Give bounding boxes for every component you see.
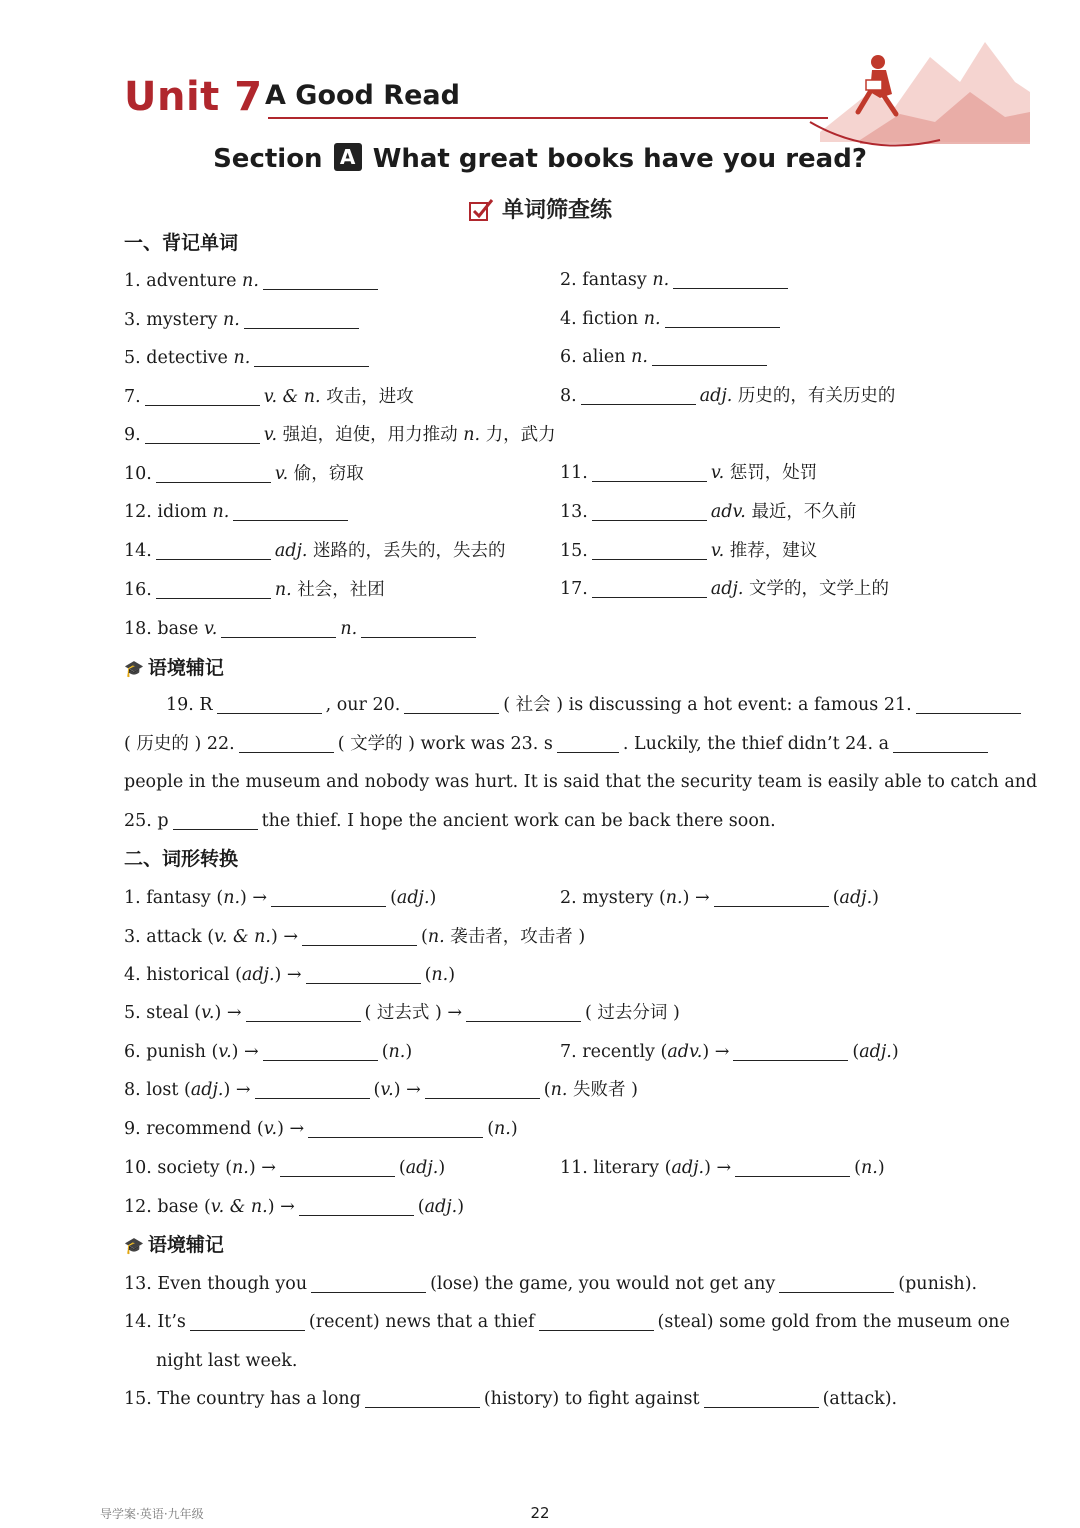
context-heading-2: 🎓 语境辅记 [124, 1234, 224, 1256]
answer-blank[interactable] [673, 269, 788, 289]
graduation-cap-icon: 🎓 [124, 1236, 144, 1255]
answer-blank[interactable] [916, 694, 1021, 714]
answer-blank[interactable] [306, 964, 421, 984]
section-question: What great books have you read? [372, 144, 867, 174]
answer-blank[interactable] [254, 347, 369, 367]
arrow-icon: → [283, 927, 298, 947]
arrow-icon: → [286, 965, 302, 985]
answer-blank[interactable] [779, 1273, 894, 1293]
answer-blank[interactable] [733, 1041, 848, 1061]
p2-item-6: 6. punish (v.) → (n.) [124, 1042, 413, 1062]
answer-blank[interactable] [299, 1196, 414, 1216]
answer-blank[interactable] [592, 501, 707, 521]
p2-item-10: 10. society (n.) → (adj.) [124, 1158, 446, 1178]
answer-blank[interactable] [190, 1311, 305, 1331]
context-line-4: 25. p the thief. I hope the ancient work can be back there soon. [124, 811, 776, 831]
answer-blank[interactable] [404, 694, 499, 714]
p2-item-12: 12. base (v. & n.) → (adj.) [124, 1197, 465, 1217]
answer-blank[interactable] [714, 887, 829, 907]
arrow-icon: → [447, 1003, 463, 1023]
answer-blank[interactable] [365, 1388, 480, 1408]
answer-blank[interactable] [244, 309, 359, 329]
answer-blank[interactable] [539, 1311, 654, 1331]
unit-subtitle: A Good Read [265, 80, 460, 111]
answer-blank[interactable] [221, 618, 336, 638]
answer-blank[interactable] [156, 463, 271, 483]
p1-item-7: 7. v. & n. 攻击，进攻 [124, 387, 414, 407]
section-prefix: Section [213, 144, 323, 174]
answer-blank[interactable] [173, 810, 258, 830]
arrow-icon: → [226, 1003, 242, 1023]
answer-blank[interactable] [233, 501, 348, 521]
answer-blank[interactable] [263, 270, 378, 290]
answer-blank[interactable] [239, 733, 334, 753]
p1-item-2: 2. fantasy n. [560, 267, 792, 293]
answer-blank[interactable] [302, 926, 417, 946]
answer-blank[interactable] [592, 540, 707, 560]
p1-item-10: 10. v. 偷，窃取 [124, 464, 364, 484]
p2-item-8: 8. lost (adj.) → (v.) → (n. 失败者 ) [124, 1080, 638, 1100]
p1-item-5: 5. detective n. [124, 345, 373, 371]
section-badge: A [334, 143, 362, 171]
answer-blank[interactable] [308, 1118, 483, 1138]
reader-illustration [800, 22, 1030, 154]
p1-item-16: 16. n. 社会，社团 [124, 580, 385, 600]
context-heading-1: 🎓 语境辅记 [124, 657, 224, 679]
answer-blank[interactable] [156, 579, 271, 599]
answer-blank[interactable] [145, 386, 260, 406]
answer-blank[interactable] [156, 540, 271, 560]
p2-sentence-13: 13. Even though you (lose) the game, you would not get any (punish). [124, 1274, 978, 1294]
graduation-cap-icon: 🎓 [124, 659, 144, 678]
answer-blank[interactable] [271, 887, 386, 907]
answer-blank[interactable] [361, 618, 476, 638]
p1-item-15: 15. v. 推荐，建议 [560, 541, 818, 561]
answer-blank[interactable] [255, 1079, 370, 1099]
p1-item-12: 12. idiom n. [124, 499, 352, 525]
p1-item-14: 14. adj. 迷路的，丢失的，失去的 [124, 541, 506, 561]
p1-item-8: 8. adj. 历史的，有关历史的 [560, 386, 896, 406]
answer-blank[interactable] [581, 385, 696, 405]
p1-item-13: 13. adv. 最近，不久前 [560, 502, 857, 522]
p2-item-3: 3. attack (v. & n.) → (n. 袭击者，攻击者 ) [124, 927, 586, 947]
section-title [0, 143, 1080, 174]
answer-blank[interactable] [280, 1157, 395, 1177]
answer-blank[interactable] [263, 1041, 378, 1061]
arrow-icon: → [406, 1080, 421, 1100]
answer-blank[interactable] [704, 1388, 819, 1408]
answer-blank[interactable] [246, 1002, 361, 1022]
part2-heading: 二、词形转换 [124, 848, 239, 870]
arrow-icon: → [252, 888, 268, 908]
checkbox-icon [468, 198, 494, 222]
p1-item-9: 9. v. 强迫，迫使，用力推动 n. 力，武力 [124, 425, 556, 445]
p2-sentence-14-cont: night last week. [156, 1351, 298, 1371]
arrow-icon: → [714, 1042, 730, 1062]
answer-blank[interactable] [425, 1079, 540, 1099]
answer-blank[interactable] [735, 1157, 850, 1177]
p2-sentence-15: 15. The country has a long (history) to fight against (attack). [124, 1389, 898, 1409]
p2-item-11: 11. literary (adj.) → (n.) [560, 1158, 885, 1178]
p1-item-4: 4. fiction n. [560, 306, 784, 332]
arrow-icon: → [716, 1158, 732, 1178]
p2-item-5: 5. steal (v.) → ( 过去式 ) → ( 过去分词 ) [124, 1003, 680, 1023]
answer-blank[interactable] [652, 346, 767, 366]
answer-blank[interactable] [592, 462, 707, 482]
unit-title: Unit 7 [124, 74, 263, 120]
answer-blank[interactable] [217, 694, 322, 714]
p1-item-3: 3. mystery n. [124, 307, 363, 333]
context-line-3: people in the museum and nobody was hurt. It is said that the security team is easily able to catch and [124, 772, 1038, 792]
arrow-icon: → [280, 1197, 295, 1217]
arrow-icon: → [244, 1042, 259, 1062]
p2-sentence-14: 14. It’s (recent) news that a thief (steal) some gold from the museum one [124, 1312, 1010, 1332]
p1-item-11: 11. v. 惩罚，处罚 [560, 463, 818, 483]
answer-blank[interactable] [893, 733, 988, 753]
p2-item-4: 4. historical (adj.) → (n.) [124, 965, 456, 985]
answer-blank[interactable] [145, 424, 260, 444]
p2-item-1: 1. fantasy (n.) → (adj.) [124, 888, 437, 908]
p1-item-18: 18. base v. n. [124, 616, 480, 642]
header-rule [268, 117, 828, 119]
part1-heading: 一、背记单词 [124, 232, 239, 254]
p1-item-1: 1. adventure n. [124, 268, 382, 294]
page-number: 22 [530, 1504, 550, 1522]
footer-mark: 导学案·英语·九年级 [100, 1507, 204, 1521]
answer-blank[interactable] [665, 308, 780, 328]
arrow-icon: → [289, 1119, 305, 1139]
context-line-1: 19. R , our 20. ( 社会 ) is discussing a hot event: a famous 21. [166, 692, 1025, 718]
p1-item-17: 17. adj. 文学的，文学上的 [560, 579, 890, 599]
answer-blank[interactable] [466, 1002, 581, 1022]
p2-item-2: 2. mystery (n.) → (adj.) [560, 888, 879, 908]
p2-item-7: 7. recently (adv.) → (adj.) [560, 1042, 899, 1062]
arrow-icon: → [261, 1158, 276, 1178]
answer-blank[interactable] [311, 1273, 426, 1293]
p2-item-9: 9. recommend (v.) → (n.) [124, 1119, 518, 1139]
context-line-2: ( 历史的 ) 22. ( 文学的 ) work was 23. s . Luckily, the thief didn’t 24. a [124, 731, 992, 757]
p1-item-6: 6. alien n. [560, 344, 771, 370]
arrow-icon: → [235, 1080, 251, 1100]
arrow-icon: → [695, 888, 710, 908]
answer-blank[interactable] [592, 578, 707, 598]
practice-title: 单词筛查练 [0, 193, 1080, 224]
answer-blank[interactable] [557, 733, 619, 753]
